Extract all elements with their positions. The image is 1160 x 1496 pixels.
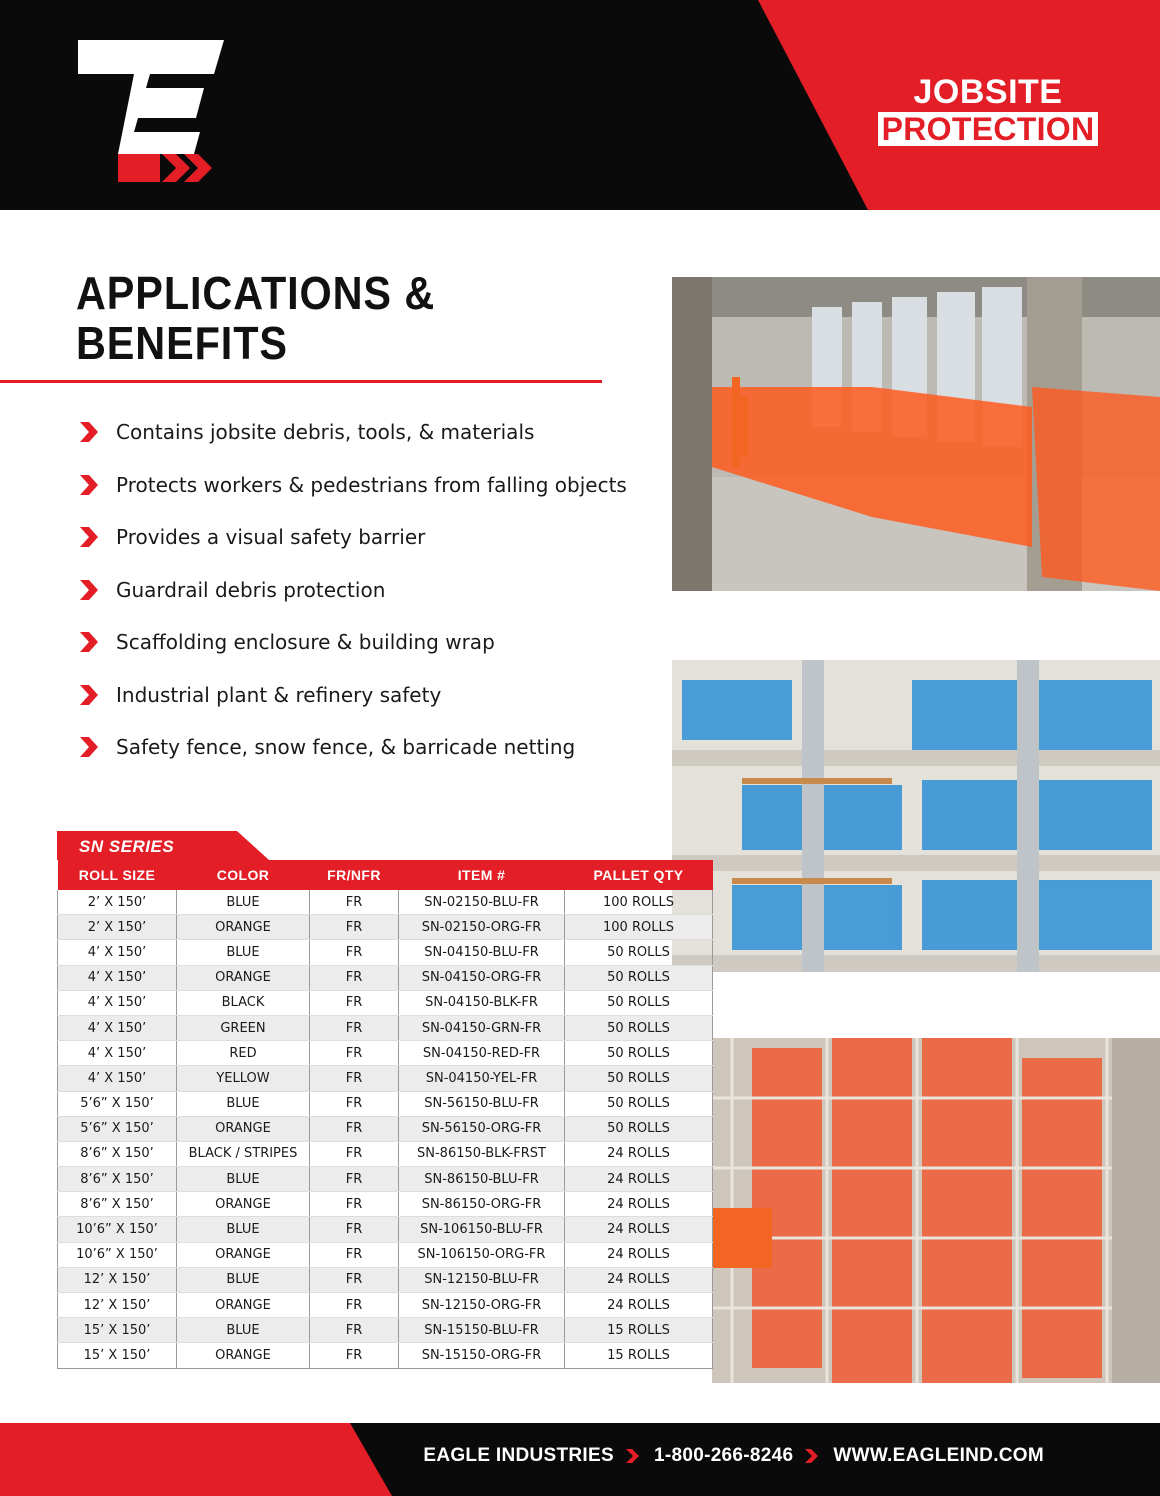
table-row: [58, 1015, 713, 1040]
table-cell: 24 ROLLS: [565, 1242, 713, 1267]
table-cell: SN-12150-ORG-FR: [399, 1293, 565, 1318]
column-header: COLOR: [177, 860, 310, 890]
table-cell: 50 ROLLS: [565, 1091, 713, 1116]
table-cell: ORANGE: [177, 915, 310, 940]
column-header: PALLET QTY: [565, 860, 713, 890]
table-cell: BLUE: [177, 1091, 310, 1116]
table-cell: 24 ROLLS: [565, 1141, 713, 1166]
list-item-label: Guardrail debris protection: [116, 577, 386, 602]
table-cell: 24 ROLLS: [565, 1293, 713, 1318]
table-cell: 4’ X 150’: [58, 940, 177, 965]
table-cell: ORANGE: [177, 965, 310, 990]
table-cell: 10’6” X 150’: [58, 1217, 177, 1242]
list-item: [78, 669, 627, 722]
phone-number[interactable]: 1-800-266-8246: [653, 1445, 794, 1466]
table-cell: 50 ROLLS: [565, 990, 713, 1015]
table-cell: SN-106150-ORG-FR: [399, 1242, 565, 1267]
chevron-right-icon: [78, 526, 100, 548]
table-cell: ORANGE: [177, 1192, 310, 1217]
eagle-logo: [72, 34, 232, 184]
badge-line1: JOBSITE: [913, 73, 1063, 111]
table-row: [58, 1141, 713, 1166]
table-cell: 24 ROLLS: [565, 1167, 713, 1192]
table-cell: FR: [310, 1343, 399, 1368]
table-cell: FR: [310, 990, 399, 1015]
table-cell: ORANGE: [177, 1343, 310, 1368]
list-item-label: Protects workers & pedestrians from falling objects: [116, 472, 627, 497]
chevron-right-icon: [78, 474, 100, 496]
list-item-label: Contains jobsite debris, tools, & materials: [116, 420, 535, 445]
table-cell: FR: [310, 1267, 399, 1292]
table-cell: 50 ROLLS: [565, 940, 713, 965]
table-cell: 8’6” X 150’: [58, 1192, 177, 1217]
table-row: [58, 1066, 713, 1091]
table-row: [58, 1343, 713, 1368]
list-item-label: Safety fence, snow fence, & barricade netting: [116, 735, 576, 760]
table-row: [58, 1091, 713, 1116]
table-row: [58, 940, 713, 965]
table-cell: 15’ X 150’: [58, 1318, 177, 1343]
table-cell: SN-106150-BLU-FR: [399, 1217, 565, 1242]
table-cell: 12’ X 150’: [58, 1293, 177, 1318]
table-cell: ORANGE: [177, 1242, 310, 1267]
table-cell: FR: [310, 1015, 399, 1040]
table-cell: 4’ X 150’: [58, 990, 177, 1015]
table-cell: 24 ROLLS: [565, 1267, 713, 1292]
chevron-right-icon: [78, 579, 100, 601]
table-cell: FR: [310, 1066, 399, 1091]
chevron-right-icon: [624, 1448, 640, 1464]
series-tab: [57, 831, 712, 860]
table-cell: SN-86150-BLU-FR: [399, 1167, 565, 1192]
list-item: [78, 459, 627, 512]
table-row: [58, 1217, 713, 1242]
table-cell: FR: [310, 1116, 399, 1141]
table-cell: SN-04150-RED-FR: [399, 1041, 565, 1066]
table-cell: FR: [310, 1242, 399, 1267]
table-cell: BLUE: [177, 1267, 310, 1292]
table-cell: GREEN: [177, 1015, 310, 1040]
table-cell: 50 ROLLS: [565, 965, 713, 990]
sn-series-table: [57, 831, 712, 1369]
heading-divider: [0, 380, 602, 383]
table-header-row: [58, 860, 713, 890]
table-cell: 8’6” X 150’: [58, 1167, 177, 1192]
table-cell: SN-02150-ORG-FR: [399, 915, 565, 940]
table-cell: 15 ROLLS: [565, 1343, 713, 1368]
table-cell: 8’6” X 150’: [58, 1141, 177, 1166]
table-row: [58, 890, 713, 915]
table-row: [58, 1116, 713, 1141]
table-cell: SN-86150-BLK-FRST: [399, 1141, 565, 1166]
table-row: [58, 915, 713, 940]
chevron-right-icon: [78, 631, 100, 653]
table-cell: FR: [310, 1091, 399, 1116]
table-cell: FR: [310, 1192, 399, 1217]
website-link[interactable]: WWW.EAGLEIND.COM: [833, 1445, 1044, 1466]
table-cell: SN-04150-BLU-FR: [399, 940, 565, 965]
list-item-label: Industrial plant & refinery safety: [116, 682, 442, 707]
table-cell: FR: [310, 890, 399, 915]
title-line1: APPLICATIONS &: [76, 267, 436, 319]
table-cell: 15’ X 150’: [58, 1343, 177, 1368]
table-cell: SN-86150-ORG-FR: [399, 1192, 565, 1217]
table-cell: 5’6” X 150’: [58, 1091, 177, 1116]
table-cell: 24 ROLLS: [565, 1192, 713, 1217]
list-item-label: Provides a visual safety barrier: [116, 525, 426, 550]
table-cell: FR: [310, 965, 399, 990]
column-header: ROLL SIZE: [58, 860, 177, 890]
chevron-right-icon: [78, 736, 100, 758]
table-cell: 50 ROLLS: [565, 1116, 713, 1141]
badge-line2: PROTECTION: [878, 112, 1099, 146]
footer-red-band: [0, 1423, 400, 1496]
table-cell: SN-12150-BLU-FR: [399, 1267, 565, 1292]
table-cell: BLUE: [177, 1217, 310, 1242]
table-cell: BLACK / STRIPES: [177, 1141, 310, 1166]
table-cell: FR: [310, 1293, 399, 1318]
column-header: FR/NFR: [310, 860, 399, 890]
table-cell: BLUE: [177, 1318, 310, 1343]
photo-interior-orange-netting: [672, 277, 1160, 591]
table-cell: SN-04150-YEL-FR: [399, 1066, 565, 1091]
table-cell: SN-04150-GRN-FR: [399, 1015, 565, 1040]
company-name: EAGLE INDUSTRIES: [423, 1445, 614, 1466]
page-title: [76, 268, 454, 368]
table-cell: YELLOW: [177, 1066, 310, 1091]
table-cell: SN-04150-BLK-FR: [399, 990, 565, 1015]
table-cell: 4’ X 150’: [58, 965, 177, 990]
table-cell: RED: [177, 1041, 310, 1066]
table-cell: FR: [310, 1167, 399, 1192]
table-cell: SN-04150-ORG-FR: [399, 965, 565, 990]
benefits-list: [78, 406, 627, 774]
table-cell: ORANGE: [177, 1293, 310, 1318]
table-cell: BLUE: [177, 890, 310, 915]
table-cell: ORANGE: [177, 1116, 310, 1141]
table-cell: 50 ROLLS: [565, 1015, 713, 1040]
table-row: [58, 1267, 713, 1292]
table-cell: FR: [310, 1217, 399, 1242]
table-cell: FR: [310, 1318, 399, 1343]
table-cell: 100 ROLLS: [565, 890, 713, 915]
footer-banner: [0, 1423, 1160, 1496]
table-row: [58, 1318, 713, 1343]
table-row: [58, 990, 713, 1015]
list-item: [78, 406, 627, 459]
table-cell: SN-56150-BLU-FR: [399, 1091, 565, 1116]
photo-building-blue-netting: [672, 660, 1160, 972]
series-label: SN SERIES: [79, 837, 175, 856]
table-cell: FR: [310, 1141, 399, 1166]
chevron-right-icon: [803, 1448, 819, 1464]
table-row: [58, 1242, 713, 1267]
chevron-right-icon: [78, 684, 100, 706]
table-cell: 5’6” X 150’: [58, 1116, 177, 1141]
table-cell: 2’ X 150’: [58, 890, 177, 915]
table-row: [58, 1192, 713, 1217]
table-row: [58, 965, 713, 990]
column-header: ITEM #: [399, 860, 565, 890]
header-banner: [0, 0, 1160, 210]
table-cell: FR: [310, 940, 399, 965]
table-cell: FR: [310, 1041, 399, 1066]
list-item: [78, 616, 627, 669]
list-item: [78, 721, 627, 774]
title-line2: BENEFITS: [76, 317, 288, 369]
table-cell: BLUE: [177, 1167, 310, 1192]
table-row: [58, 1041, 713, 1066]
table-cell: SN-02150-BLU-FR: [399, 890, 565, 915]
table-cell: BLUE: [177, 940, 310, 965]
chevron-right-icon: [78, 421, 100, 443]
table-cell: 2’ X 150’: [58, 915, 177, 940]
table-row: [58, 1293, 713, 1318]
jobsite-protection-badge: [876, 74, 1100, 146]
photo-scaffolding-orange-netting: [712, 1038, 1160, 1383]
list-item: [78, 511, 627, 564]
table-cell: 24 ROLLS: [565, 1217, 713, 1242]
table-cell: 100 ROLLS: [565, 915, 713, 940]
table-cell: SN-15150-ORG-FR: [399, 1343, 565, 1368]
list-item: [78, 564, 627, 617]
table-cell: 12’ X 150’: [58, 1267, 177, 1292]
table-cell: SN-56150-ORG-FR: [399, 1116, 565, 1141]
table-row: [58, 1167, 713, 1192]
table-cell: FR: [310, 915, 399, 940]
table-cell: SN-15150-BLU-FR: [399, 1318, 565, 1343]
footer-contact: [423, 1445, 1044, 1467]
product-table: [57, 860, 713, 1369]
table-cell: 15 ROLLS: [565, 1318, 713, 1343]
table-cell: 4’ X 150’: [58, 1066, 177, 1091]
table-cell: 10’6” X 150’: [58, 1242, 177, 1267]
table-cell: 50 ROLLS: [565, 1041, 713, 1066]
list-item-label: Scaffolding enclosure & building wrap: [116, 630, 495, 655]
table-cell: 50 ROLLS: [565, 1066, 713, 1091]
table-cell: 4’ X 150’: [58, 1015, 177, 1040]
table-cell: BLACK: [177, 990, 310, 1015]
table-cell: 4’ X 150’: [58, 1041, 177, 1066]
